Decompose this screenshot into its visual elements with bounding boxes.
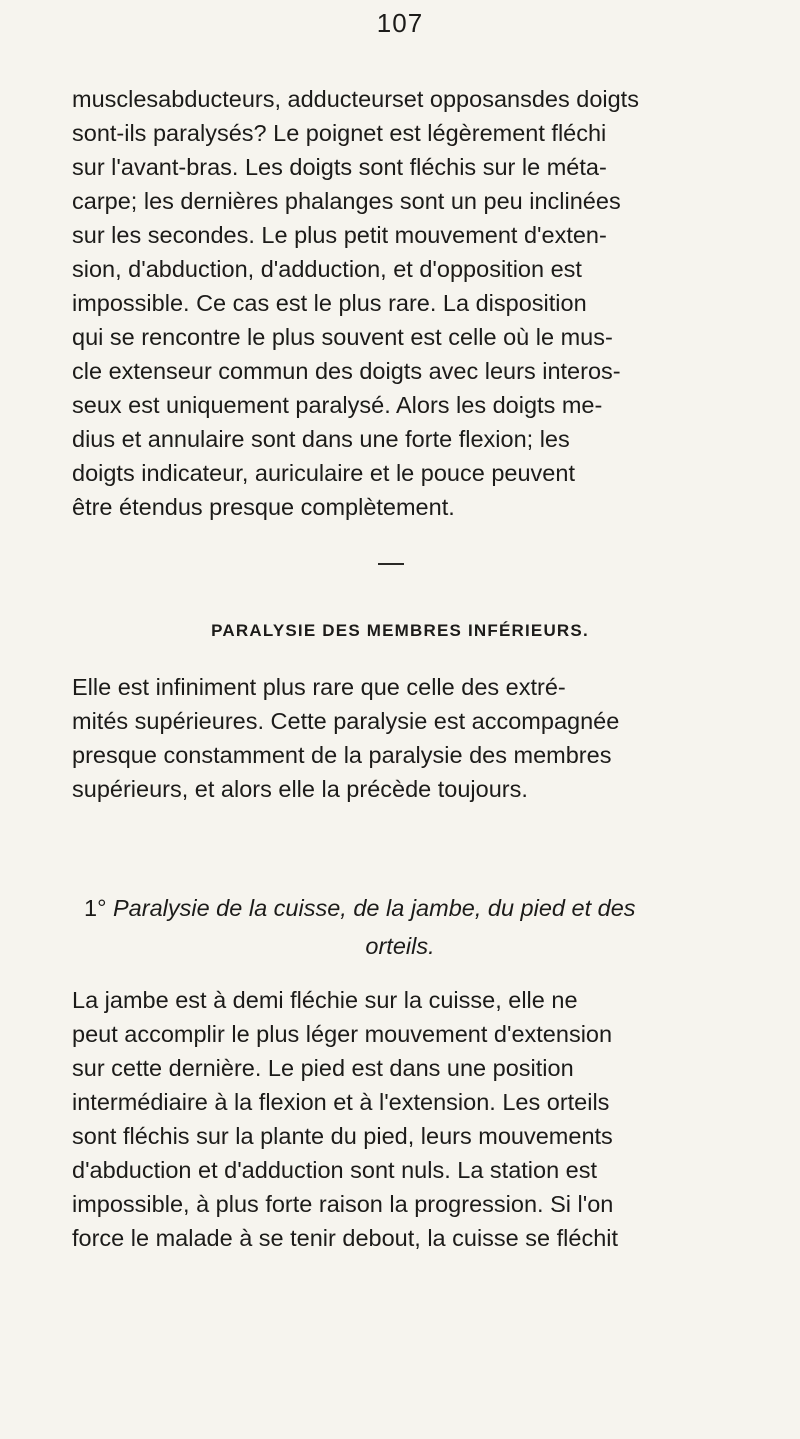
page-number: 107 <box>376 8 424 38</box>
text-line: sur les secondes. Le plus petit mouvement d'exten- <box>72 222 607 248</box>
text-line: impossible, à plus forte raison la progression. Si l'on <box>72 1191 614 1217</box>
text-line: sont fléchis sur la plante du pied, leurs mouvements <box>72 1123 613 1149</box>
subheading-line-1 <box>84 893 636 923</box>
text-line: intermédiaire à la flexion et à l'extension. Les orteils <box>72 1089 610 1115</box>
text-line: seux est uniquement paralysé. Alors les doigts me- <box>72 392 603 418</box>
text-line: carpe; les dernières phalanges sont un peu inclinées <box>72 188 621 214</box>
text-line: mités supérieures. Cette paralysie est accompagnée <box>72 708 620 734</box>
text-line: supérieurs, et alors elle la précède toujours. <box>72 776 528 802</box>
text-line: qui se rencontre le plus souvent est celle où le mus- <box>72 324 613 350</box>
subheading-line-2: orteils. <box>365 933 435 959</box>
text-line: être étendus presque complètement. <box>72 494 455 520</box>
text-line: d'abduction et d'adduction sont nuls. La station est <box>72 1157 598 1183</box>
text-line: impossible. Ce cas est le plus rare. La disposition <box>72 290 587 316</box>
text-line: presque constamment de la paralysie des membres <box>72 742 612 768</box>
subheading-number: 1° <box>84 895 107 921</box>
text-line: force le malade à se tenir debout, la cuisse se fléchit <box>72 1225 619 1251</box>
text-line: doigts indicateur, auriculaire et le pouce peuvent <box>72 460 575 486</box>
text-line: Elle est infiniment plus rare que celle des extré- <box>72 674 566 700</box>
section-heading: PARALYSIE DES MEMBRES INFÉRIEURS. <box>211 621 589 640</box>
text-line: sion, d'abduction, d'adduction, et d'opposition est <box>72 256 582 282</box>
text-line: dius et annulaire sont dans une forte flexion; les <box>72 426 570 452</box>
text-line: La jambe est à demi fléchie sur la cuisse, elle ne <box>72 987 578 1013</box>
text-line: sur l'avant-bras. Les doigts sont fléchis sur le méta- <box>72 154 607 180</box>
subheading-title: Paralysie de la cuisse, de la jambe, du pied et des <box>113 895 636 921</box>
text-line: cle extenseur commun des doigts avec leurs interos- <box>72 358 621 384</box>
section-divider <box>378 563 404 565</box>
text-line: sont-ils paralysés? Le poignet est légèrement fléchi <box>72 120 607 146</box>
text-line: sur cette dernière. Le pied est dans une position <box>72 1055 574 1081</box>
text-line: peut accomplir le plus léger mouvement d'extension <box>72 1021 613 1047</box>
text-line: musclesabducteurs, adducteurset opposansdes doigts <box>72 86 639 112</box>
